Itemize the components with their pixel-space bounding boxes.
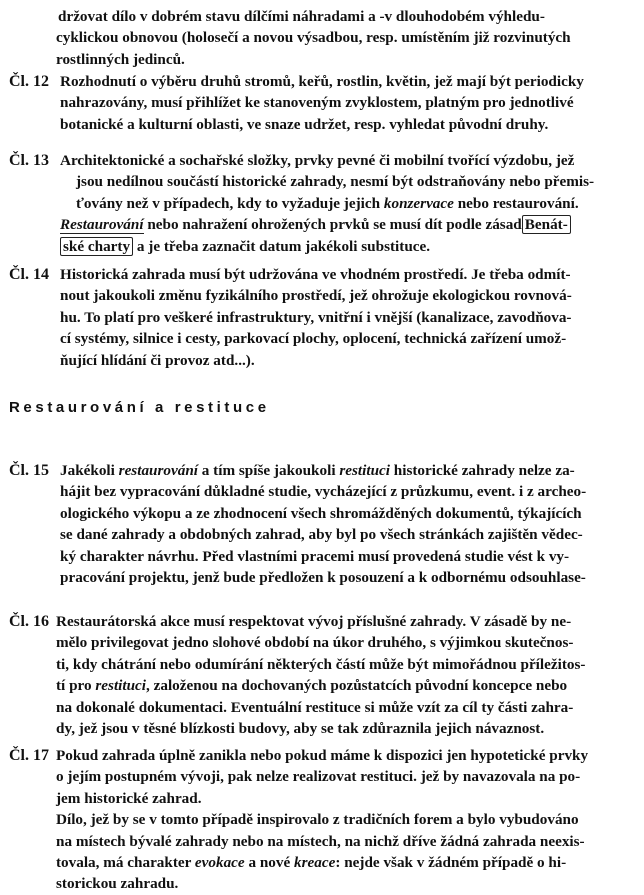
article-14-text [60,264,626,371]
text-line: Historická zahrada musí být udržována ve vhodném prostředí. Je třeba odmít- [60,266,571,283]
text-line: botanické a kulturní oblasti, ve snaze udržet, resp. vyhledat původní druhy. [60,115,549,133]
article-15-text [60,460,632,588]
text-line: storickou zahradu. [56,875,179,893]
text-line [60,214,626,235]
text-run: a nové [244,854,295,872]
text-line: mělo privilegovat jedno slohové období na úkor druhého, s výjimkou skutečnos- [56,634,574,652]
text-run-italic: evokace [194,854,245,872]
text-run-italic: konzervace [383,194,454,212]
text-run: historické zahrady nelze za- [389,462,575,479]
text-line: Pokud zahrada úplně zanikla nebo pokud máme k dispozici jen hypotetické prvky [56,747,589,764]
text-line [60,460,632,481]
text-line [60,236,626,257]
text-line: hu. To platí pro veškeré infrastruktury, vnitřní i vnější (kanalizace, zavodňova- [60,308,572,326]
article-17-text [56,745,628,895]
text-line [60,193,626,214]
text-run: a je třeba zaznačit datum jakékoli substituce. [133,237,431,255]
text-run: nebo restaurování. [453,194,579,212]
text-line: rostlinných jedinců. [56,50,185,68]
text-line: nahrazovány, musí přihlížet ke stanoveným zvyklostem, platným pro jednotlivé [60,94,574,112]
text-run-italic: restaurování [118,462,198,479]
article-number: Čl. 14 [9,266,49,283]
text-line: ňující hlídání či provoz atd...). [60,351,255,369]
text-line [56,852,628,873]
text-run-italic: restituci [339,462,390,479]
text-line: ký charakter návrhu. Před vlastními pracemi musí provedená studie vést k vy- [60,547,570,565]
article-number: Čl. 13 [9,152,49,169]
text-line: cí systémy, silnice i cesty, parkovací plochy, oplocení, technická zařízení umož- [60,330,567,348]
text-line: na místech bývalé zahrady nebo na místech, na nichž dříve žádná zahrada neexis- [56,832,585,850]
text-run: tí pro [56,677,96,695]
text-line: ologického výkopu a ze zhodnocení všech shromážděných dokumentů, týkajících [60,504,582,522]
article-12-text [60,71,626,135]
text-line: Dílo, jež by se v tomto případě inspirovalo z tradičních forem a bylo vybudováno [56,811,579,829]
text-line: cyklickou obnovou (holosečí a novou výsadbou, resp. umístěním již rozvinutých [56,29,571,47]
text-line: Restaurátorská akce musí respektovat vývoj příslušné zahrady. V zásadě by ne- [56,613,572,630]
text-line: nout jakoukoli změnu fyzikálního prostředí, jež ohrožuje ekologickou rovnová- [60,287,572,305]
text-line: jsou nedílnou součástí historické zahrady, nesmí být odstraňovány nebo přemis- [76,173,595,191]
text-line: dy, jež jsou v těsné blízkosti budovy, aby se tak zdůraznila jejich návaznost. [56,720,545,738]
boxed-text: Benát- [522,215,571,234]
text-line: hájit bez vypracování důkladné studie, vycházející z průzkumu, event. i z archeo- [60,483,587,501]
text-run: , založenou na dochovaných pozůstatcích původní koncepce nebo [146,677,568,695]
text-run-italic: restituci [95,677,147,695]
text-run: Jakékoli [60,462,119,479]
article-13-text [60,150,626,257]
text-line: pracování projektu, jenž bude předložen k posouzení a k odbornému odsouhlase- [60,569,586,587]
text-line: držovat dílo v dobrém stavu dílčími náhradami a -v dlouhodobém výhledu- [58,8,545,25]
text-line: Rozhodnutí o výběru druhů stromů, keřů, rostlin, květin, jež mají být periodicky [60,73,584,90]
article-16-text [56,611,626,739]
text-line: ti, kdy chátrání nebo odumírání některých částí může být mimořádnou příležitos- [56,655,586,673]
text-run: : nejde však v žádném případě o hi- [335,854,567,872]
text-run: ťovány než v případech, kdy to vyžaduje jejich [76,194,384,212]
intro-paragraph [56,6,622,70]
text-line: na dokonalé dokumentaci. Eventuální restituce si může vzít za cíl ty části zahra- [56,698,574,716]
text-line: o jejím postupném vývoji, pak nelze realizovat restituci. jež by navazovala na po- [56,768,581,786]
article-number: Čl. 17 [9,747,49,764]
text-run-italic: Restaurování [60,216,144,234]
text-run: tovala, má charakter [56,854,195,872]
text-line [56,675,626,696]
article-number: Čl. 16 [9,613,49,630]
article-number: Čl. 12 [9,73,49,90]
text-line: jem historické zahrad. [56,789,202,807]
text-run: nebo nahražení ohrožených prvků se musí dít podle zásad [143,216,522,234]
article-number: Čl. 15 [9,462,49,479]
text-run: a tím spíše jakoukoli [197,462,340,479]
section-heading: Restaurování a restituce [9,399,270,416]
text-line: se dané zahrady a obdobných zahrad, aby byl po všech stránkách zajištěn vědec- [60,526,583,544]
text-run-italic: kreace [294,854,336,872]
boxed-text: ské charty [60,237,133,256]
text-line: Architektonické a sochařské složky, prvky pevné či mobilní tvořící výzdobu, jež [60,152,575,169]
